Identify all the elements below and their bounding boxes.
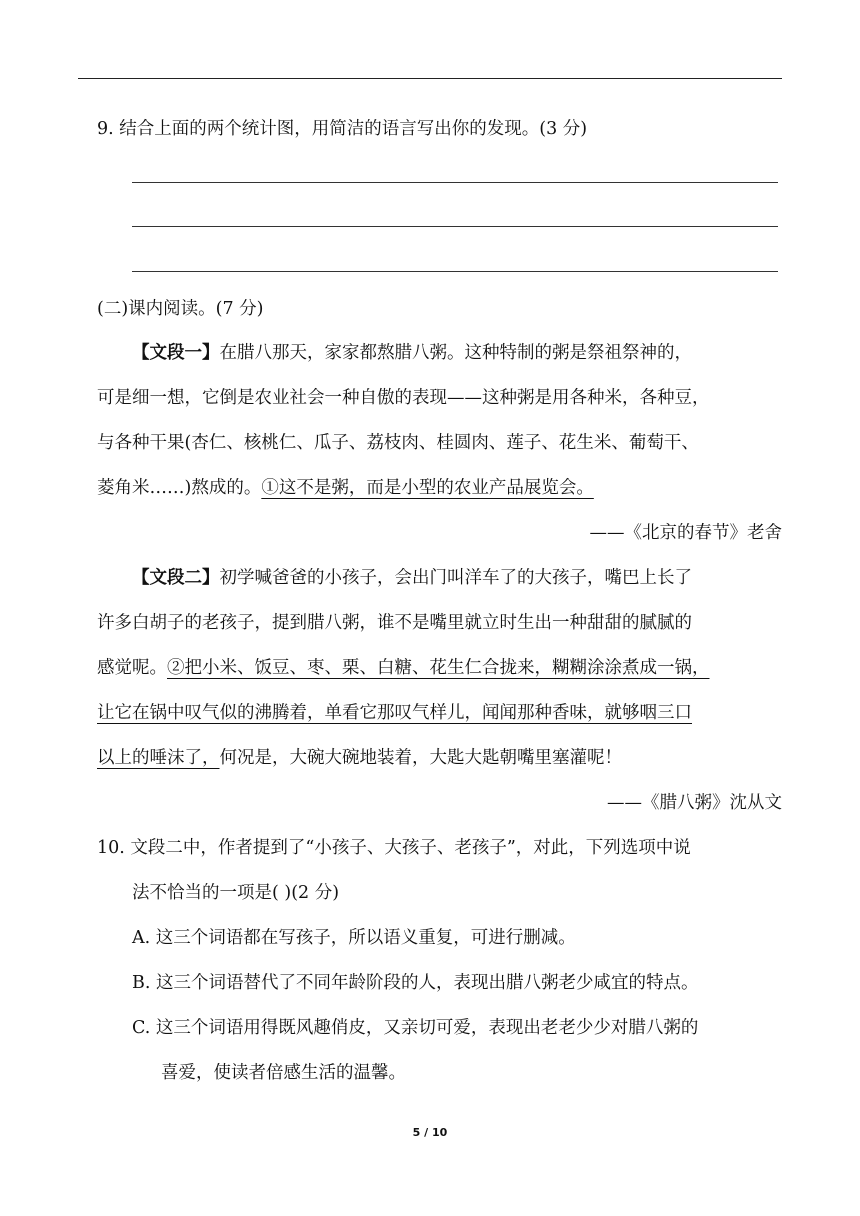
option-c[interactable]: C. 这三个词语用得既风趣俏皮，又亲切可爱，表现出老老少少对腊八粥的 <box>132 1018 699 1038</box>
passage-2-line-2: 许多白胡子的老孩子，提到腊八粥，谁不是嘴里就立时生出一种甜甜的腻腻的 <box>97 613 692 633</box>
underlined-sentence-1: ①这不是粥，而是小型的农业产品展览会。 <box>261 478 594 498</box>
passage-1-line-1: 【文段一】在腊八那天，家家都熬腊八粥。这种特制的粥是祭祖祭神的， <box>132 343 692 363</box>
passage-1-label: 【文段一】 <box>132 343 220 363</box>
passage-1-source: ——《北京的春节》老舍 <box>589 523 782 543</box>
passage-1-line-4: 菱角米……)熬成的。①这不是粥，而是小型的农业产品展览会。 <box>97 478 594 498</box>
question-9: 9. 结合上面的两个统计图，用简洁的语言写出你的发现。(3 分) <box>97 119 588 139</box>
question-10-line-2: 法不恰当的一项是( )(2 分) <box>132 883 340 903</box>
passage-2-line-1: 【文段二】初学喊爸爸的小孩子，会出门叫洋车了的大孩子，嘴巴上长了 <box>132 568 692 588</box>
underlined-sentence-2a: ②把小米、饭豆、枣、栗、白糖、花生仁合拢来，糊糊涂涂煮成一锅， <box>167 658 710 678</box>
answer-line-1[interactable] <box>132 182 778 183</box>
passage-2-line-3: 感觉呢。②把小米、饭豆、枣、栗、白糖、花生仁合拢来，糊糊涂涂煮成一锅， <box>97 658 710 678</box>
passage-1-line-2: 可是细一想，它倒是农业社会一种自傲的表现——这种粥是用各种米，各种豆， <box>97 388 710 408</box>
underlined-sentence-2c: 以上的唾沫了， <box>97 748 220 768</box>
option-b[interactable]: B. 这三个词语替代了不同年龄阶段的人，表现出腊八粥老少咸宜的特点。 <box>132 973 699 993</box>
answer-line-2[interactable] <box>132 226 778 227</box>
page-number: 5 / 10 <box>412 1126 448 1139</box>
option-c-continued: 喜爱，使读者倍感生活的温馨。 <box>161 1063 406 1083</box>
passage-2-line-5: 以上的唾沫了，何况是，大碗大碗地装着，大匙大匙朝嘴里塞灌呢！ <box>97 748 622 768</box>
passage-2-source: ——《腊八粥》沈从文 <box>607 793 782 813</box>
option-a[interactable]: A. 这三个词语都在写孩子，所以语义重复，可进行删减。 <box>132 928 576 948</box>
header-rule <box>78 78 782 79</box>
passage-2-label: 【文段二】 <box>132 568 220 588</box>
underlined-sentence-2b: 让它在锅中叹气似的沸腾着，单看它那叹气样儿，闻闻那种香味，就够咽三口 <box>97 703 692 723</box>
question-10-line-1: 10. 文段二中，作者提到了“小孩子、大孩子、老孩子”，对此，下列选项中说 <box>97 838 691 858</box>
passage-1-line-3: 与各种干果(杏仁、核桃仁、瓜子、荔枝肉、桂圆肉、莲子、花生米、葡萄干、 <box>97 433 699 453</box>
answer-line-3[interactable] <box>132 271 778 272</box>
section-title: (二)课内阅读。(7 分) <box>97 299 264 319</box>
